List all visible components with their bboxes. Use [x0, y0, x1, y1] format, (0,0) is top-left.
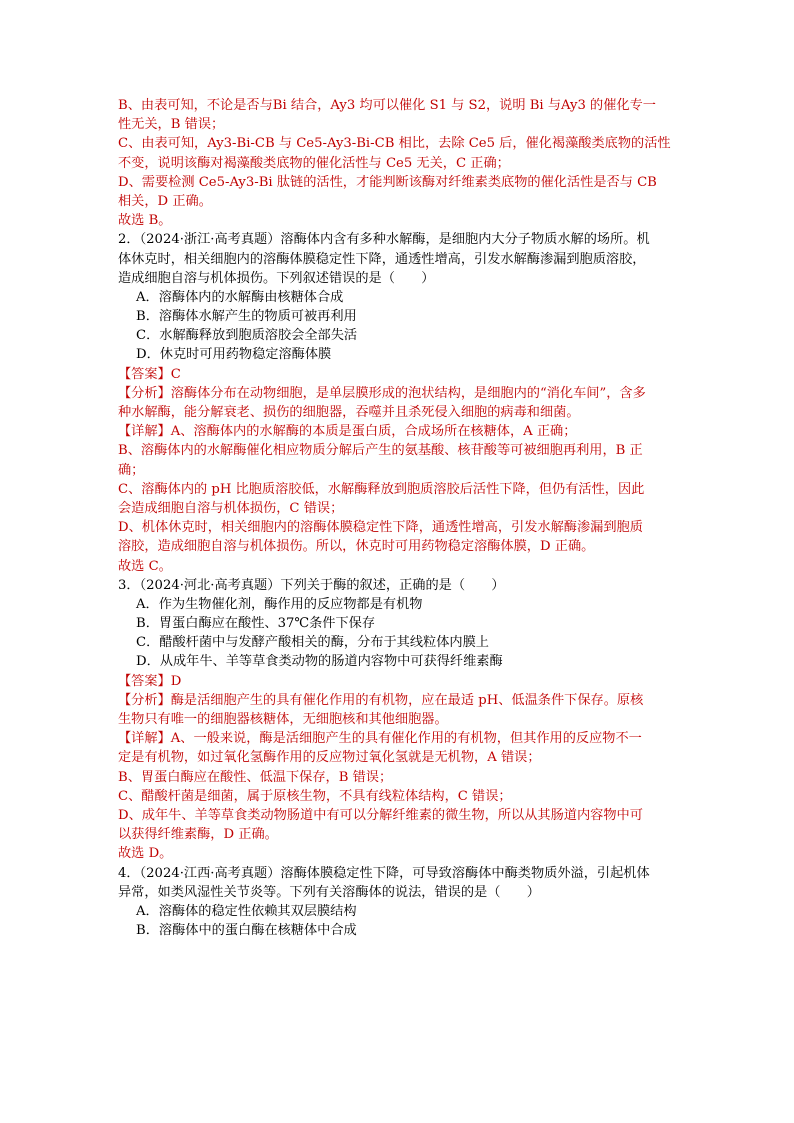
text-line: 体休克时，相关细胞内的溶酶体膜稳定性下降，通透性增高，引发水解酶渗漏到胞质溶胶，: [118, 251, 646, 267]
text-line: 故选 B。: [118, 213, 172, 229]
option-line: A．作为生物催化剂，酶作用的反应物都是有机物: [136, 596, 423, 612]
option-line: D．休克时可用药物稳定溶酶体膜: [136, 347, 332, 363]
text-line: 会造成细胞自溶与机体损伤，C 错误；: [118, 500, 344, 516]
text-line: B、由表可知，不论是否与Bi 结合，Ay3 均可以催化 S1 与 S2，说明 Bi 与Ay3 的催化专一: [118, 98, 656, 113]
text-line: 确；: [118, 462, 145, 478]
text-line: 以获得纤维素酶，D 正确。: [118, 827, 278, 843]
option-line: A．溶酶体内的水解酶由核糖体合成: [136, 289, 344, 305]
text-line: B、溶酶体内的水解酶催化相应物质分解后产生的氨基酸、核苷酸等可被细胞再利用，B 正: [118, 443, 643, 459]
text-line: 异常，如类风湿性关节炎等。下列有关溶酶体的说法，错误的是（ ）: [118, 884, 540, 900]
text-line: 2．（2024·浙江·高考真题）溶酶体内含有多种水解酶，是细胞内大分子物质水解的场所。机: [118, 232, 650, 248]
text-line: 【详解】A、溶酶体内的水解酶的本质是蛋白质，合成场所在核糖体，A 正确；: [118, 424, 577, 440]
text-line: D、成年牛、羊等草食类动物肠道中有可以分解纤维素的微生物，所以从其肠道内容物中可: [118, 807, 643, 823]
text-line: 性无关，B 错误；: [118, 117, 225, 133]
text-line: C、由表可知，Ay3-Bi-CB 与 Ce5-Ay3-Bi-CB 相比，去除 Ce5 后，催化褐藻酸类底物的活性: [118, 136, 671, 152]
text-line: 【分析】溶酶体分布在动物细胞，是单层膜形成的泡状结构，是细胞内的“消化车间”，含多: [118, 385, 646, 401]
option-line: B．胃蛋白酶应在酸性、37℃条件下保存: [136, 616, 376, 632]
text-line: 【分析】酶是活细胞产生的具有催化作用的有机物，应在最适 pH、低温条件下保存。原核: [118, 692, 644, 708]
option-line: C．醋酸杆菌中与发酵产酸相关的酶，分布于其线粒体内膜上: [136, 635, 489, 651]
text-line: 3．（2024·河北·高考真题）下列关于酶的叙述，正确的是（ ）: [118, 577, 505, 593]
text-line: 【答案】D: [118, 673, 182, 689]
text-line: 相关，D 正确。: [118, 193, 212, 209]
text-line: 造成细胞自溶与机体损伤。下列叙述错误的是（ ）: [118, 270, 435, 286]
text-line: 【答案】C: [118, 366, 181, 382]
text-line: 种水解酶，能分解衰老、损伤的细胞器，吞噬并且杀死侵入细胞的病毒和细菌。: [118, 405, 580, 420]
text-line: C、醋酸杆菌是细菌，属于原核生物，不具有线粒体结构，C 错误；: [118, 788, 512, 804]
text-line: 故选 D。: [118, 846, 173, 862]
text-line: 溶胶，造成细胞自溶与机体损伤。所以，休克时可用药物稳定溶酶体膜，D 正确。: [118, 539, 595, 555]
document-page: [118, 96, 678, 940]
option-line: B．溶酶体水解产生的物质可被再利用: [136, 309, 357, 325]
text-line: 生物只有唯一的细胞器核糖体，无细胞核和其他细胞器。: [118, 712, 448, 727]
text-line: B、胃蛋白酶应在酸性、低温下保存，B 错误；: [118, 769, 393, 785]
option-line: B．溶酶体中的蛋白酶在核糖体中合成: [136, 923, 357, 939]
option-line: A．溶酶体的稳定性依赖其双层膜结构: [136, 903, 357, 919]
text-line: 定是有机物，如过氧化氢酶作用的反应物过氧化氢就是无机物，A 错误；: [118, 750, 541, 766]
text-line: 故选 C。: [118, 558, 172, 574]
text-line: D、需要检测 Ce5-Ay3-Bi 肽链的活性，才能判断该酶对纤维素类底物的催化活性是否与 CB: [118, 174, 657, 190]
text-line: C、溶酶体内的 pH 比胞质溶胶低，水解酶释放到胞质溶胶后活性下降，但仍有活性，因此: [118, 481, 645, 497]
option-line: C．水解酶释放到胞质溶胶会全部失活: [136, 328, 358, 344]
option-line: D．从成年牛、羊等草食类动物的肠道内容物中可获得纤维素酶: [136, 654, 503, 670]
text-line: 【详解】A、一般来说，酶是活细胞产生的具有催化作用的有机物，但其作用的反应物不一: [118, 731, 642, 747]
text-line: 不变，说明该酶对褐藻酸类底物的催化活性与 Ce5 无关，C 正确；: [118, 155, 510, 171]
text-line: D、机体休克时，相关细胞内的溶酶体膜稳定性下降，通透性增高，引发水解酶渗漏到胞质: [118, 520, 643, 536]
text-line: 4．（2024·江西·高考真题）溶酶体膜稳定性下降，可导致溶酶体中酶类物质外溢，引起机体: [118, 865, 650, 881]
